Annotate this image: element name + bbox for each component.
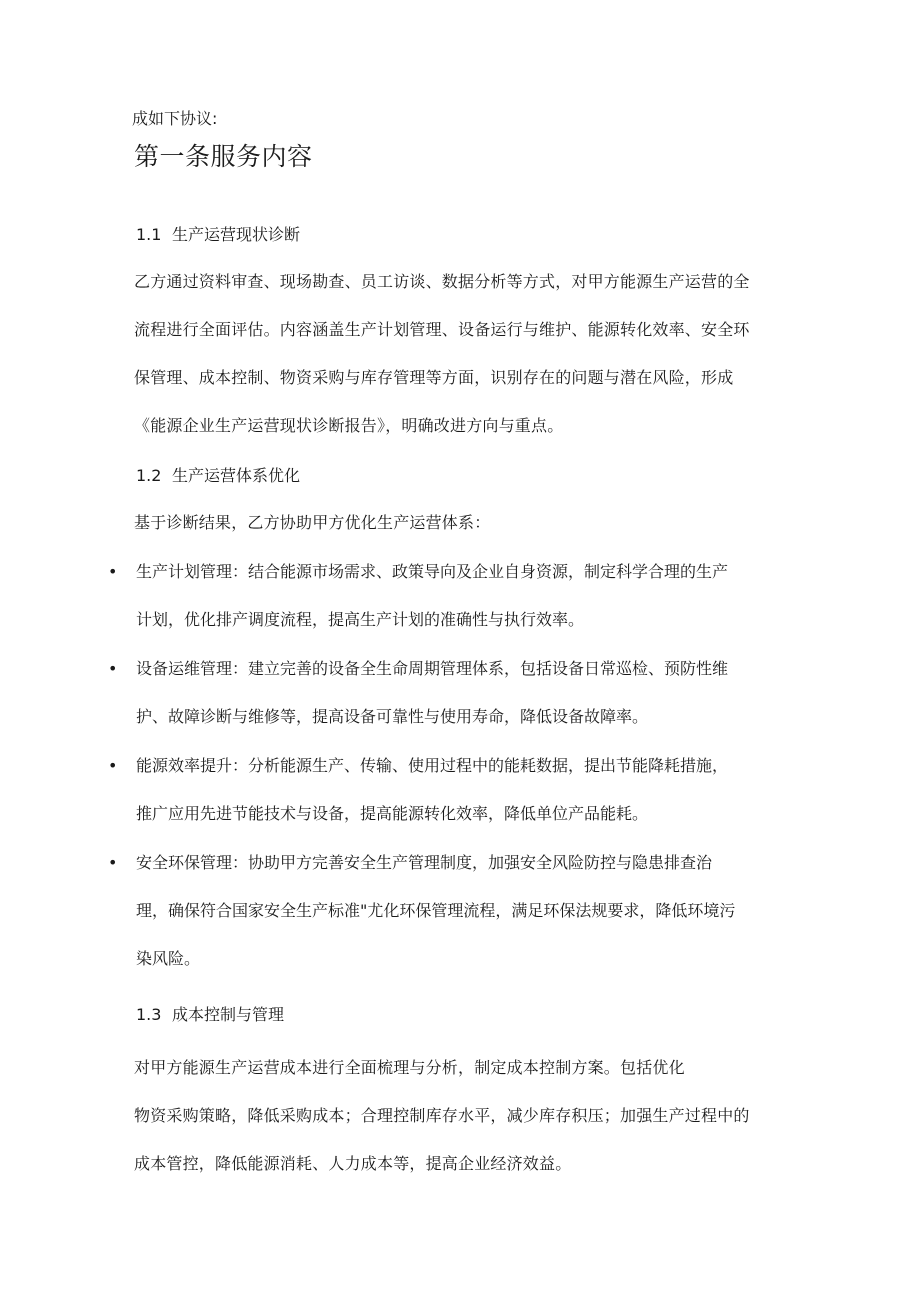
bullet-line: 能源效率提升：分析能源生产、传输、使用过程中的能耗数据，提出节能降耗措施， bbox=[136, 756, 729, 775]
paragraph-line: 基于诊断结果，乙方协助甲方优化生产运营体系： bbox=[134, 513, 491, 532]
bullet-dot: • bbox=[108, 562, 118, 581]
paragraph-line: 对甲方能源生产运营成本进行全面梳理与分析，制定成本控制方案。包括优化 bbox=[134, 1058, 685, 1077]
section-title: 生产运营体系优化 bbox=[172, 466, 301, 485]
bullet-line: 设备运维管理：建立完善的设备全生命周期管理体系，包括设备日常巡检、预防性维 bbox=[136, 659, 729, 678]
intro-text: 成如下协议: bbox=[132, 109, 218, 128]
bullet-line: 理，确保符合国家安全生产标准"尤化环保管理流程，满足环保法规要求，降低环境污 bbox=[136, 901, 736, 920]
section-number: 1.1 bbox=[136, 225, 162, 244]
section-1-2-heading bbox=[136, 465, 300, 487]
section-1-1-heading bbox=[136, 224, 300, 246]
paragraph-line: 乙方通过资料审查、现场勘查、员工访谈、数据分析等方式，对甲方能源生产运营的全 bbox=[134, 272, 750, 291]
bullet-dot: • bbox=[108, 659, 118, 678]
paragraph-line: 物资采购策略，降低采购成本；合理控制库存水平，减少库存积压；加强生产过程中的 bbox=[134, 1106, 750, 1125]
section-title: 生产运营现状诊断 bbox=[172, 225, 301, 244]
section-number: 1.3 bbox=[136, 1005, 162, 1024]
bullet-line: 安全环保管理：协助甲方完善安全生产管理制度，加强安全风险防控与隐患排查治 bbox=[136, 853, 713, 872]
paragraph-line: 成本管控，降低能源消耗、人力成本等，提高企业经济效益。 bbox=[134, 1154, 572, 1173]
section-1-1-paragraph bbox=[134, 258, 794, 450]
bullet-item bbox=[108, 839, 798, 983]
paragraph-line: 《能源企业生产运营现状诊断报告》，明确改进方向与重点。 bbox=[134, 416, 564, 435]
paragraph-line: 流程进行全面评估。内容涵盖生产计划管理、设备运行与维护、能源转化效率、安全环 bbox=[134, 320, 750, 339]
bullet-item bbox=[108, 548, 798, 644]
section-1-3-heading bbox=[136, 1004, 284, 1026]
section-1-3-paragraph bbox=[134, 1044, 794, 1188]
article-heading: 第一条服务内容 bbox=[134, 142, 313, 171]
paragraph-line: 保管理、成本控制、物资采购与库存管理等方面，识别存在的问题与潜在风险，形成 bbox=[134, 368, 734, 387]
bullet-line: 推广应用先进节能技术与设备，提高能源转化效率，降低单位产品能耗。 bbox=[136, 804, 649, 823]
bullet-item bbox=[108, 645, 798, 741]
bullet-line: 生产计划管理：结合能源市场需求、政策导向及企业自身资源，制定科学合理的生产 bbox=[136, 562, 729, 581]
section-number: 1.2 bbox=[136, 466, 162, 485]
bullet-dot: • bbox=[108, 756, 118, 775]
section-title: 成本控制与管理 bbox=[172, 1005, 285, 1024]
bullet-line: 护、故障诊断与维修等，提高设备可靠性与使用寿命，降低设备故障率。 bbox=[136, 707, 649, 726]
bullet-dot: • bbox=[108, 853, 118, 872]
section-1-2-intro bbox=[134, 499, 794, 547]
bullet-line: 计划，优化排产调度流程，提高生产计划的准确性与执行效率。 bbox=[136, 610, 585, 629]
bullet-item bbox=[108, 742, 798, 838]
bullet-line: 染风险。 bbox=[136, 949, 201, 968]
